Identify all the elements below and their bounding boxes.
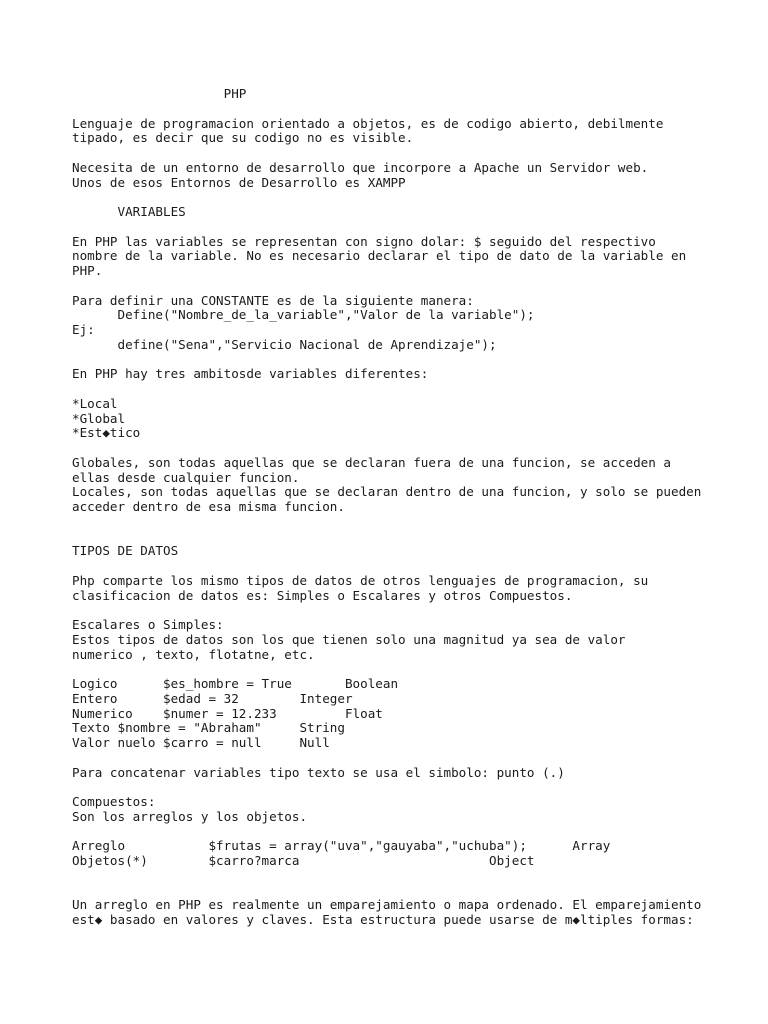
- text-line: Para definir una CONSTANTE es de la siguiente manera:: [72, 292, 474, 308]
- text-line: Entero $edad = 32 Integer: [72, 690, 353, 706]
- text-line: Texto $nombre = "Abraham" String: [72, 720, 345, 736]
- text-line: Unos de esos Entornos de Desarrollo es XAMPP: [72, 174, 406, 190]
- text-line: Ej:: [72, 322, 95, 337]
- text-line: numerico , texto, flotatne, etc.: [72, 646, 315, 662]
- text-line: ellas desde cualquier funcion.: [72, 469, 300, 485]
- text-line: Estos tipos de datos son los que tienen solo una magnitud ya sea de valor: [72, 631, 626, 647]
- text-line: Valor nuelo $carro = null Null: [72, 735, 330, 750]
- text-line: tipado, es decir que su codigo no es visible.: [72, 130, 414, 146]
- text-line: Php comparte los mismo tipos de datos de otros lenguajes de programacion, su: [72, 572, 649, 588]
- text-line: acceder dentro de esa misma funcion.: [72, 499, 345, 514]
- text-line: Globales, son todas aquellas que se declaran fuera de una funcion, se acceden a: [72, 454, 671, 470]
- text-line: En PHP hay tres ambitosde variables diferentes:: [72, 366, 429, 382]
- text-line: define("Sena","Servicio Nacional de Aprendizaje");: [72, 336, 497, 352]
- text-line: Para concatenar variables tipo texto se usa el simbolo: punto (.): [72, 764, 565, 780]
- text-line: Locales, son todas aquellas que se declaran dentro de una funcion, y solo se pueden: [72, 484, 702, 500]
- text-line: TIPOS DE DATOS: [72, 543, 179, 559]
- text-line: est◆ basado en valores y claves. Esta estructura puede usarse de m◆ltiples formas:: [72, 912, 694, 927]
- text-line: En PHP las variables se representan con signo dolar: $ seguido del respectivo: [72, 233, 656, 249]
- text-line: Escalares o Simples:: [72, 617, 224, 632]
- text-line: Necesita de un entorno de desarrollo que incorpore a Apache un Servidor web.: [72, 159, 649, 175]
- text-line: Son los arreglos y los objetos.: [72, 808, 308, 824]
- text-line: *Est◆tico: [72, 425, 141, 441]
- text-line: Lenguaje de programacion orientado a objetos, es de codigo abierto, debilmente: [72, 115, 664, 131]
- text-line: *Local: [72, 395, 118, 411]
- text-line: Logico $es_hombre = True Boolean: [72, 676, 399, 691]
- text-line: clasificacion de datos es: Simples o Escalares y otros Compuestos.: [72, 587, 573, 603]
- text-line: Numerico $numer = 12.233 Float: [72, 705, 383, 721]
- text-line: Define("Nombre_de_la_variable","Valor de la variable");: [72, 307, 535, 323]
- text-line: VARIABLES: [72, 204, 186, 219]
- text-line: Compuestos:: [72, 794, 156, 809]
- text-line: *Global: [72, 410, 126, 426]
- text-line: Un arreglo en PHP es realmente un emparejamiento o mapa ordenado. El emparejamiento: [72, 897, 702, 913]
- text-line: Arreglo $frutas = array("uva","gauyaba","uchuba"); Array: [72, 838, 611, 854]
- text-line: nombre de la variable. No es necesario declarar el tipo de dato de la variable en: [72, 248, 687, 264]
- text-line: PHP.: [72, 263, 103, 278]
- text-line: PHP: [72, 86, 247, 101]
- text-line: Objetos(*) $carro?marca Object: [72, 853, 535, 868]
